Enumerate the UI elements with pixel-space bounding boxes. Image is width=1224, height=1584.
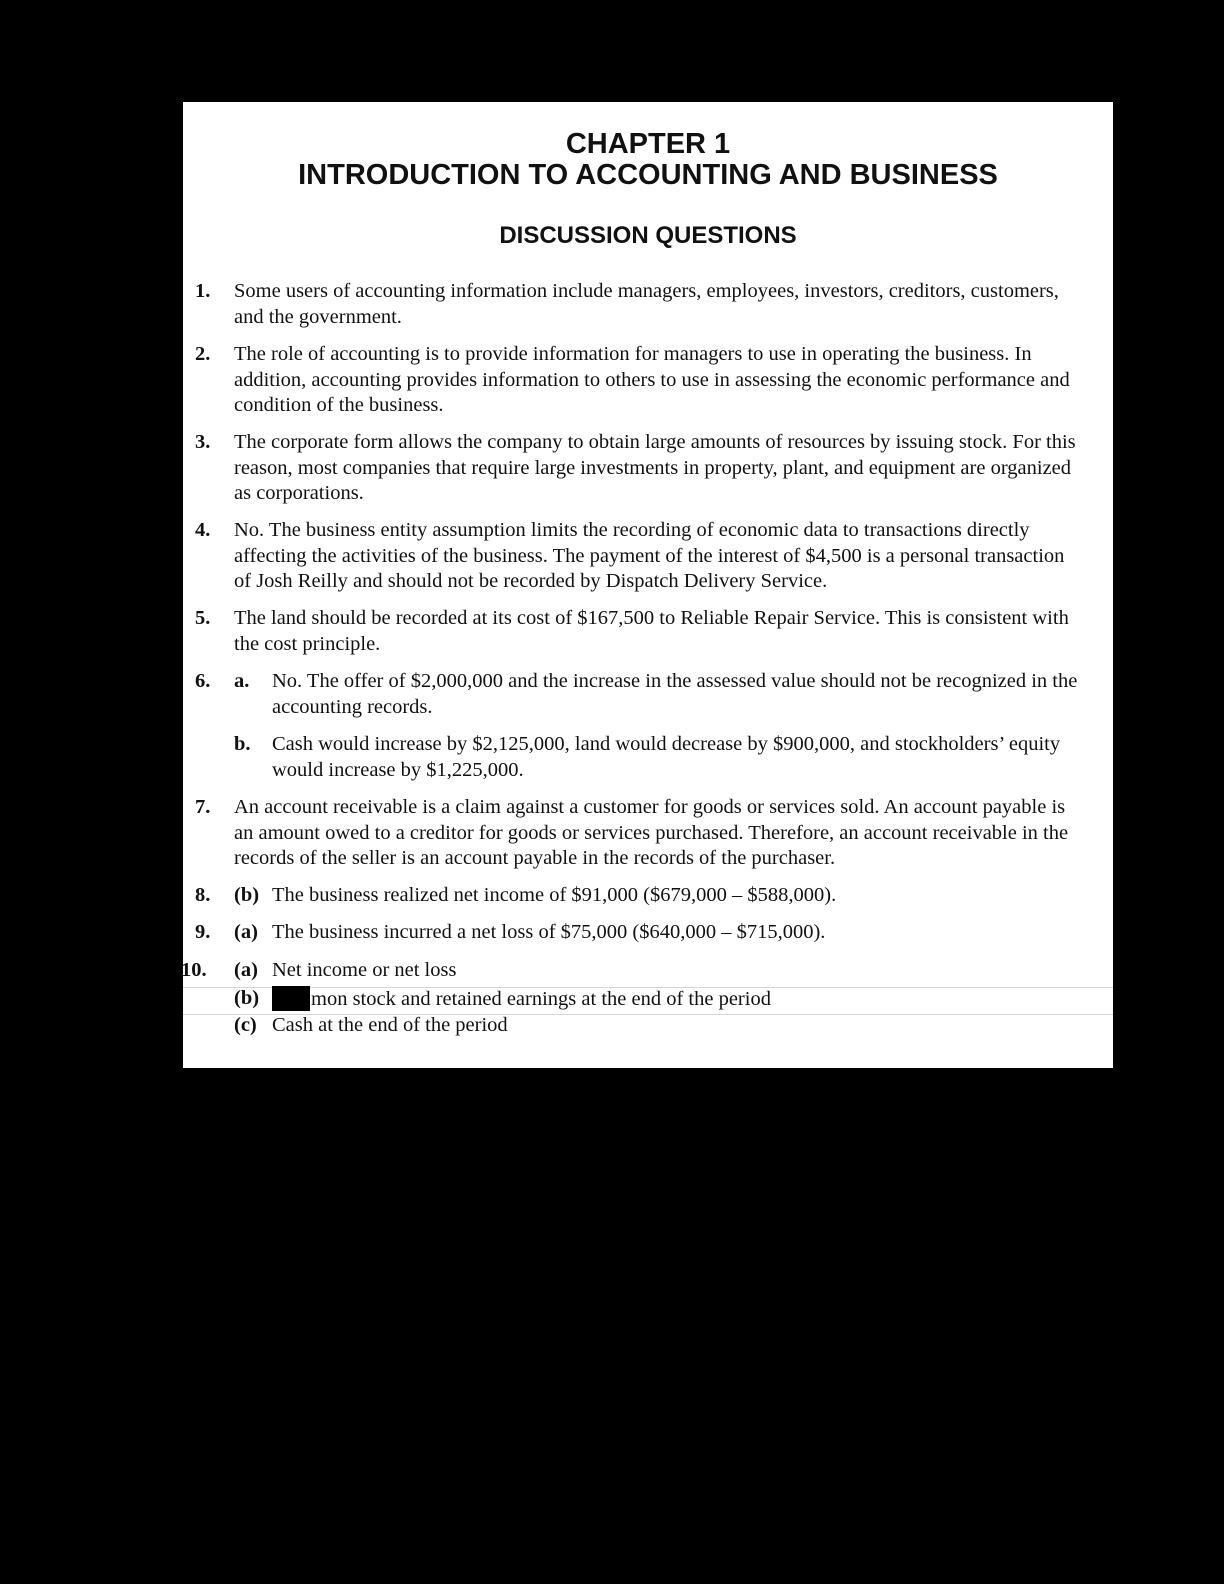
answer-text: Some users of accounting information include managers, employees, investors, creditors, customers, and the government. <box>234 280 1059 328</box>
answer-text: Cash at the end of the period <box>272 1014 508 1036</box>
section-heading: DISCUSSION QUESTIONS <box>499 222 797 249</box>
question-number: 10. <box>181 959 207 981</box>
answer-text: Net income or net loss <box>272 959 457 981</box>
chapter-title: INTRODUCTION TO ACCOUNTING AND BUSINESS <box>298 159 998 191</box>
question-number: 7. <box>195 796 211 818</box>
sub-label: (a) <box>234 959 258 981</box>
question-number: 5. <box>195 607 211 629</box>
answer-text: Cash would increase by $2,125,000, land would decrease by $900,000, and stockholders’ equity would increase by $1,225,000. <box>272 733 1061 781</box>
question-number: 8. <box>195 884 211 906</box>
answer-text: No. The offer of $2,000,000 and the increase in the assessed value should not be recognized in the accounting records. <box>272 670 1078 718</box>
sub-label: (a) <box>234 921 258 943</box>
question-number: 6. <box>195 670 211 692</box>
sub-label: (b) <box>234 884 260 906</box>
answer-text: mon stock and retained earnings at the end of the period <box>311 988 771 1010</box>
question-number: 3. <box>195 431 211 453</box>
sub-label: (c) <box>234 1014 257 1036</box>
chapter-heading: CHAPTER 1 <box>565 128 731 160</box>
answer-text: No. The business entity assumption limits the recording of economic data to transactions directly affecting the activities of the business. The payment of the interest of $4,500 is a personal transaction of Josh Reilly and should not be recorded by Dispatch Delivery Service. <box>234 519 1065 592</box>
question-number: 2. <box>195 343 211 365</box>
sub-label: b. <box>234 733 251 755</box>
answer-text: The business incurred a net loss of $75,000 ($640,000 – $715,000). <box>272 921 826 943</box>
answer-text: The land should be recorded at its cost of $167,500 to Reliable Repair Service. This is consistent with the cost principle. <box>234 607 1069 655</box>
answer-line <box>272 986 1083 1013</box>
document-page <box>183 102 1113 1068</box>
question-number: 4. <box>195 519 211 541</box>
question-number: 9. <box>195 921 211 943</box>
answer-text: The business realized net income of $91,000 ($679,000 – $588,000). <box>272 884 837 906</box>
question-number: 1. <box>195 280 211 302</box>
answer-text: The role of accounting is to provide information for managers to use in operating the business. In addition, accounting provides information to others to use in assessing the economic performance and condition of the business. <box>234 343 1070 416</box>
answer-text: The corporate form allows the company to obtain large amounts of resources by issuing stock. For this reason, most companies that require large investments in property, plant, and equipment are organized as corporations. <box>234 431 1076 504</box>
sub-label: (b) <box>234 987 260 1009</box>
answer-text: An account receivable is a claim against a customer for goods or services sold. An account payable is an amount owed to a creditor for goods or services purchased. Therefore, an account receivable in the records of the seller is an account payable in the records of the purchaser. <box>234 796 1069 869</box>
sub-label: a. <box>234 670 250 692</box>
redaction-block <box>272 986 310 1011</box>
